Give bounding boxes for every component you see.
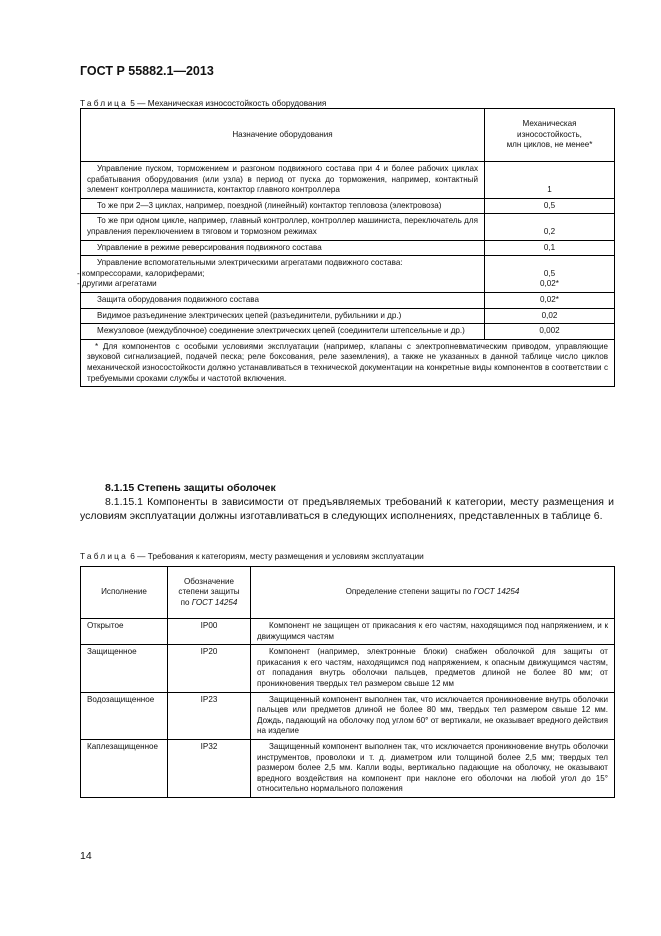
standard-title: ГОСТ Р 55882.1—2013 bbox=[80, 64, 214, 78]
table5-col1-header: Назначение оборудования bbox=[81, 109, 485, 162]
equipment-purpose: То же при одном цикле, например, главный контроллер, контроллер машиниста, переключатель для управления переключением в тяговом и тормозном режимах bbox=[81, 214, 485, 240]
ip-code: IP23 bbox=[168, 692, 251, 739]
table6-col2-header-ref: ГОСТ 14254 bbox=[191, 597, 238, 607]
wear-resistance-value: 0,02 bbox=[485, 308, 615, 324]
table5-note-row bbox=[81, 339, 615, 386]
section-paragraph: 8.1.15.1 Компоненты в зависимости от предъявляемых требований к категории, месту размещения и условиям эксплуатации должны изготавливаться в следующих исполнениях, представленных в таблице 6. bbox=[80, 496, 614, 522]
equipment-purpose bbox=[77, 256, 485, 293]
enclosure-type: Открытое bbox=[81, 619, 168, 645]
table-row bbox=[81, 619, 615, 645]
table6-caption-text: 6 — Требования к категориям, месту размещения и условиям эксплуатации bbox=[130, 551, 424, 561]
table5-col2-header bbox=[485, 109, 615, 162]
equipment-purpose-main: Управление вспомогательными электрическими агрегатами подвижного состава: bbox=[97, 258, 403, 268]
ip-code: IP20 bbox=[168, 645, 251, 692]
ip-code: IP00 bbox=[168, 619, 251, 645]
table6-header-row bbox=[81, 567, 615, 619]
wear-resistance-value: 0,02* bbox=[485, 292, 615, 308]
equipment-purpose: То же при 2—3 циклах, например, поездной (линейный) контактор тепловоза (электровоза) bbox=[81, 198, 485, 214]
equipment-purpose: Управление пуском, торможением и разгоном подвижного состава при 4 и более рабочих циклах срабатывания оборудования (или узла) в период от пуска до торможения, например, контактный элемент контроллера машиниста, контактор главного контроллера bbox=[81, 162, 485, 199]
section-number: 8.1.15 bbox=[105, 482, 135, 494]
table-row bbox=[81, 645, 615, 692]
wear-resistance-value: 0,2 bbox=[485, 214, 615, 240]
page-number: 14 bbox=[80, 850, 92, 862]
table5-col2-header-line: млн циклов, не менее* bbox=[506, 140, 593, 150]
table5-caption bbox=[80, 98, 326, 108]
table-row bbox=[81, 692, 615, 739]
protection-definition: Защищенный компонент выполнен так, что исключается проникновение внутрь оболочки инструментов, проволоки и т. д. диаметром или толщиной более 2,5 мм; твердых тел размером более 2,5 мм. Капли воды, вертикально падающие на оболочку, не оказывают вредного воздействия на компонент при наклоне его оболочки на любой угол до 15° относительно нормального положения bbox=[251, 739, 615, 797]
protection-definition: Компонент не защищен от прикасания к его частям, находящимся под напряжением, и к движущимся частям bbox=[251, 619, 615, 645]
table6 bbox=[80, 566, 615, 798]
table6-caption-prefix: Таблица bbox=[80, 551, 128, 561]
table5 bbox=[77, 108, 615, 387]
table6-col3-header-text: Определение степени защиты по bbox=[345, 587, 472, 597]
table6-col2-header-line: степени защиты bbox=[178, 587, 240, 597]
ip-code: IP32 bbox=[168, 739, 251, 797]
wear-resistance-subvalue: 0,02* bbox=[540, 279, 559, 289]
section-title: Степень защиты оболочек bbox=[137, 482, 276, 494]
wear-resistance-value: 1 bbox=[485, 162, 615, 199]
table5-caption-prefix: Таблица bbox=[80, 98, 128, 108]
equipment-subitem: - другими агрегатами bbox=[77, 279, 157, 289]
table-row bbox=[81, 292, 615, 308]
table-row bbox=[81, 240, 615, 256]
equipment-purpose: Защита оборудования подвижного состава bbox=[81, 292, 485, 308]
table5-col2-header-line: Механическая bbox=[522, 119, 577, 129]
table-row bbox=[81, 198, 615, 214]
enclosure-type: Каплезащищенное bbox=[81, 739, 168, 797]
wear-resistance-value: 0,5 bbox=[485, 198, 615, 214]
table5-footnote: * Для компонентов с особыми условиями эксплуатации (например, клапаны с электропневматическим приводом, управляющие звуковой сигнализацией, подачей песка; реле боксования, реле заземления), а также не указанных в данной таблице число циклов механической износостойкости должно устанавливаться в технической документации на конкретные виды компонентов в соответствии с требуемыми сроками службы и частотой включения. bbox=[81, 339, 615, 386]
protection-definition: Компонент (например, электронные блоки) снабжен оболочкой для защиты от прикасания к его частям, находящимся под напряжением, к опасным движущимся частям, от попадания внутрь оболочки пальцев, предметов длиной не более 80 мм; от проникновения твердых тел размером свыше 12 мм bbox=[251, 645, 615, 692]
protection-definition: Защищенный компонент выполнен так, что исключается проникновение внутрь оболочки пальцев или предметов длиной не более 80 мм, твердых тел размером свыше 12 мм. Дождь, падающий на оболочку под углом 60° от вертикали, не оказывает вредного действия на изделие bbox=[251, 692, 615, 739]
wear-resistance-value bbox=[485, 256, 615, 293]
table5-header-row bbox=[81, 109, 615, 162]
table-row bbox=[81, 308, 615, 324]
table6-col3-header bbox=[251, 567, 615, 619]
table-row bbox=[81, 162, 615, 199]
enclosure-type: Защищенное bbox=[81, 645, 168, 692]
table6-col2-header-line: Обозначение bbox=[183, 576, 235, 586]
wear-resistance-value: 0,002 bbox=[485, 324, 615, 340]
equipment-purpose: Межузловое (междублочное) соединение электрических цепей (соединители штепсельные и др.) bbox=[81, 324, 485, 340]
table-row bbox=[81, 256, 615, 293]
table-row bbox=[81, 214, 615, 240]
table-row bbox=[81, 739, 615, 797]
section-heading bbox=[105, 482, 276, 494]
table-row bbox=[81, 324, 615, 340]
equipment-purpose: Управление в режиме реверсирования подвижного состава bbox=[81, 240, 485, 256]
equipment-subitem: - компрессорами, калориферами; bbox=[77, 268, 205, 278]
table5-col2-header-line: износостойкость, bbox=[517, 129, 582, 139]
table6-col1-header: Исполнение bbox=[81, 567, 168, 619]
equipment-purpose: Видимое разъединение электрических цепей (разъединители, рубильники и др.) bbox=[81, 308, 485, 324]
table5-caption-text: 5 — Механическая износостойкость оборудования bbox=[130, 98, 327, 108]
table6-col2-header bbox=[168, 567, 251, 619]
table6-col2-header-line: по bbox=[180, 597, 190, 607]
enclosure-type: Водозащищенное bbox=[81, 692, 168, 739]
wear-resistance-value: 0,1 bbox=[485, 240, 615, 256]
table6-caption bbox=[80, 551, 424, 561]
table6-col3-header-ref: ГОСТ 14254 bbox=[473, 587, 520, 597]
wear-resistance-subvalue: 0,5 bbox=[543, 268, 556, 278]
